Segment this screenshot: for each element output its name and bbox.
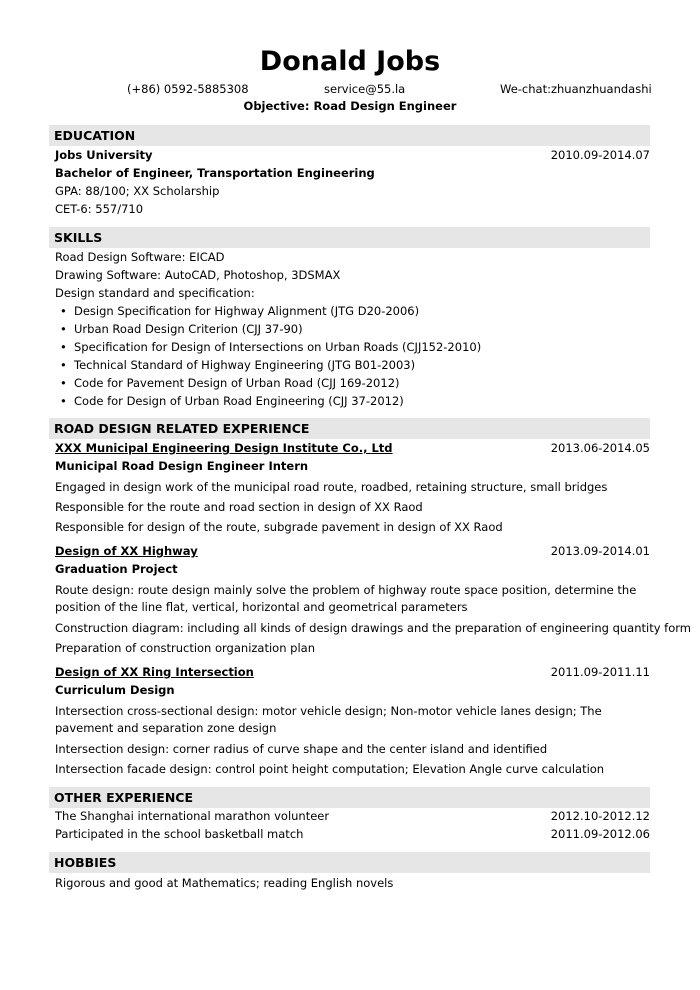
education-dates: 2010.09-2014.07 (550, 148, 650, 162)
drawing-software: Drawing Software: AutoCAD, Photoshop, 3DSMAX (55, 268, 341, 282)
experience-detail: Preparation of construction organization plan (55, 641, 315, 655)
experience-org: XXX Municipal Engineering Design Institute Co., Ltd (55, 441, 393, 455)
bullet-icon: • (60, 358, 67, 372)
experience-detail: Responsible for design of the route, subgrade pavement in design of XX Raod (55, 520, 503, 534)
other-experience-title: OTHER EXPERIENCE (54, 790, 193, 805)
bullet-icon: • (60, 376, 67, 390)
experience-detail: Engaged in design work of the municipal road route, roadbed, retaining structure, small bridges (55, 480, 608, 494)
experience-detail: Intersection cross-sectional design: motor vehicle design; Non-motor vehicle lanes design; The pavement and separation zone design (55, 704, 602, 735)
experience-detail: Intersection design: corner radius of curve shape and the center island and identified (55, 742, 548, 756)
experience-role: Curriculum Design (55, 683, 175, 697)
hobbies-title: HOBBIES (54, 855, 117, 870)
other-experience-dates: 2011.09-2012.06 (550, 827, 650, 841)
hobbies-text: Rigorous and good at Mathematics; reading English novels (55, 876, 394, 890)
education-section-header (49, 125, 650, 146)
candidate-name: Donald Jobs (259, 46, 441, 77)
other-experience-section-header (49, 787, 650, 808)
experience-role: Municipal Road Design Engineer Intern (55, 459, 309, 473)
standard-item: • Code for Design of Urban Road Engineering (CJJ 37-2012) (60, 394, 404, 408)
road-design-software: Road Design Software: EICAD (55, 250, 225, 264)
experience-org: Design of XX Ring Intersection (55, 665, 254, 679)
experience-detail: Construction diagram: including all kinds of design drawings and the preparation of engineering quantity form (55, 621, 691, 635)
standard-item: • Specification for Design of Intersections on Urban Roads (CJJ152-2010) (60, 340, 482, 354)
bullet-icon: • (60, 340, 67, 354)
experience-detail: Intersection facade design: control point height computation; Elevation Angle curve calculation (55, 762, 605, 776)
phone-number: (+86) 0592-5885308 (127, 82, 249, 96)
cet-score: CET-6: 557/710 (55, 202, 144, 216)
contact-row (0, 82, 700, 98)
education-title: EDUCATION (54, 128, 136, 143)
other-experience-dates: 2012.10-2012.12 (550, 809, 650, 823)
bullet-icon: • (60, 304, 67, 318)
road-experience-section-header (49, 418, 650, 439)
standard-item: • Code for Pavement Design of Urban Road (CJJ 169-2012) (60, 376, 400, 390)
other-experience-item: Participated in the school basketball match (55, 827, 304, 841)
degree: Bachelor of Engineer, Transportation Engineering (55, 166, 375, 180)
bullet-icon: • (60, 394, 67, 408)
experience-org: Design of XX Highway (55, 544, 198, 558)
wechat-id: We-chat:zhuanzhuandashi (500, 82, 652, 96)
experience-detail: Responsible for the route and road section in design of XX Raod (55, 500, 423, 514)
bullet-icon: • (60, 322, 67, 336)
objective: Objective: Road Design Engineer (243, 99, 457, 113)
standard-item: • Technical Standard of Highway Engineering (JTG B01-2003) (60, 358, 416, 372)
school-name: Jobs University (55, 148, 153, 162)
standards-label: Design standard and specification: (55, 286, 255, 300)
experience-role: Graduation Project (55, 562, 178, 576)
email-address: service@55.la (324, 82, 406, 96)
hobbies-section-header (49, 852, 650, 873)
road-experience-title: ROAD DESIGN RELATED EXPERIENCE (54, 421, 310, 436)
gpa: GPA: 88/100; XX Scholarship (55, 184, 220, 198)
experience-dates: 2013.09-2014.01 (550, 544, 650, 558)
experience-detail: Route design: route design mainly solve the problem of highway route space position, determine the position of the line flat, vertical, horizontal and geometrical parameters (55, 583, 637, 614)
experience-dates: 2013.06-2014.05 (550, 441, 650, 455)
experience-dates: 2011.09-2011.11 (550, 665, 650, 679)
skills-title: SKILLS (54, 230, 103, 245)
other-experience-item: The Shanghai international marathon volunteer (55, 809, 330, 823)
skills-section-header (49, 227, 650, 248)
standard-item: • Design Specification for Highway Alignment (JTG D20-2006) (60, 304, 420, 318)
standard-item: • Urban Road Design Criterion (CJJ 37-90) (60, 322, 303, 336)
